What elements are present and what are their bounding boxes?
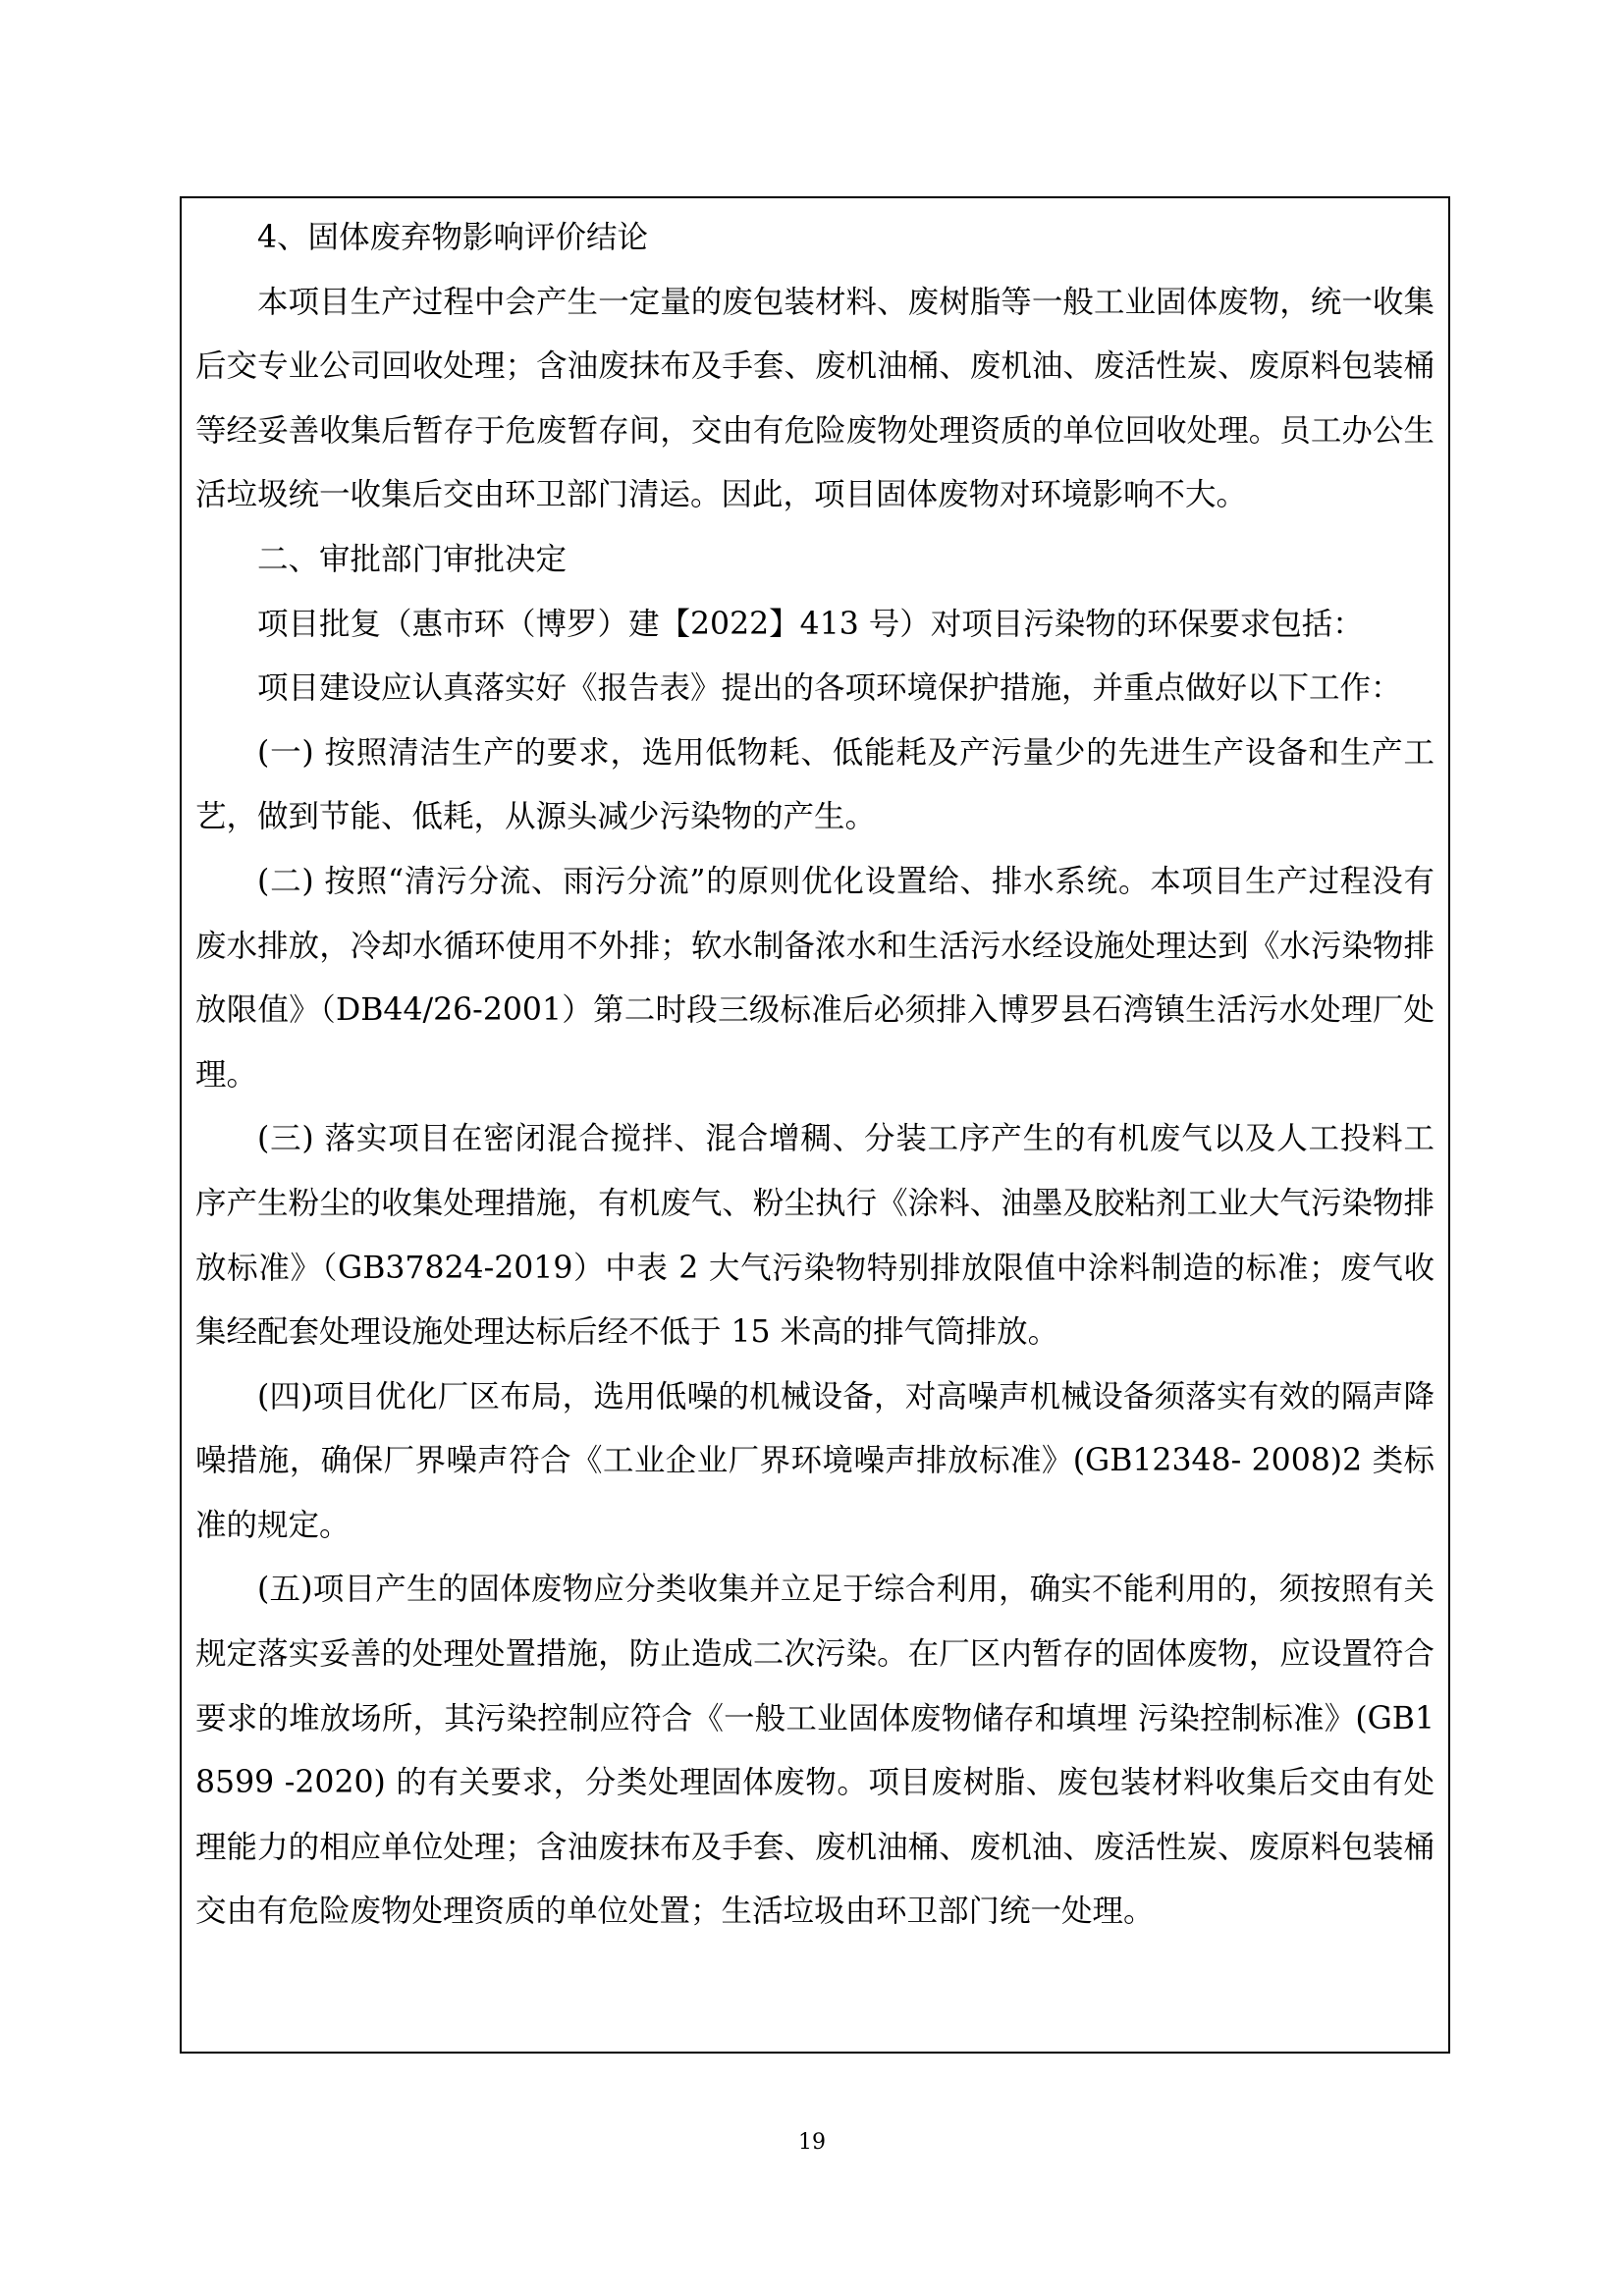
item-noise-control: (四)项目优化厂区布局，选用低噪的机械设备，对高噪声机械设备须落实有效的隔声降噪措施，确保厂界噪声符合《工业企业厂界环境噪声排放标准》(GB12348- 2008)2 类标准的规定。: [195, 1378, 1435, 1543]
paragraph-approval-reference: 项目批复（惠市环（博罗）建【2022】413 号）对项目污染物的环保要求包括：: [257, 606, 1364, 642]
heading-solid-waste-conclusion: 4、固体废弃物影响评价结论: [257, 220, 649, 255]
item-solid-waste-handling: (五)项目产生的固体废物应分类收集并立足于综合利用，确实不能利用的，须按照有关规定落实妥善的处理处置措施，防止造成二次污染。在厂区内暂存的固体废物，应设置符合要求的堆放场所，其污染控制应符合《一般工业固体废物储存和填埋 污染控制标准》(GB18599 -2020) 的有关要求，分类处理固体废物。项目废树脂、废包装材料收集后交由有处理能力的相应单位处理；含油废抹布及手套、废机油桶、废机油、废活性炭、废原料包装桶交由有危险废物处理资质的单位处置；生活垃圾由环卫部门统一处理。: [195, 1572, 1435, 1930]
page-number: 19: [798, 2130, 826, 2155]
item-clean-production: (一) 按照清洁生产的要求，选用低物耗、低能耗及产污量少的先进生产设备和生产工艺，做到节能、低耗，从源头减少污染物的产生。: [195, 734, 1435, 835]
item-exhaust-gas: (三) 落实项目在密闭混合搅拌、混合增稠、分装工序产生的有机废气以及人工投料工序产生粉尘的收集处理措施，有机废气、粉尘执行《涂料、油墨及胶粘剂工业大气污染物排放标准》（GB37824-2019）中表 2 大气污染物特别排放限值中涂料制造的标准；废气收集经配套处理设施处理达标后经不低于 15 米高的排气筒排放。: [195, 1121, 1435, 1351]
paragraph-solid-waste-summary: 本项目生产过程中会产生一定量的废包装材料、废树脂等一般工业固体废物，统一收集后交专业公司回收处理；含油废抹布及手套、废机油桶、废机油、废活性炭、废原料包装桶等经妥善收集后暂存于危废暂存间，交由有危险废物处理资质的单位回收处理。员工办公生活垃圾统一收集后交由环卫部门清运。因此，项目固体废物对环境影响不大。: [195, 284, 1435, 513]
item-water-drainage: (二) 按照“清污分流、雨污分流”的原则优化设置给、排水系统。本项目生产过程没有废水排放，冷却水循环使用不外排；软水制备浓水和生活污水经设施处理达到《水污染物排放限值》（DB44/26-2001）第二时段三级标准后必须排入博罗县石湾镇生活污水处理厂处理。: [195, 863, 1435, 1093]
heading-approval-decision: 二、审批部门审批决定: [257, 541, 568, 577]
paragraph-approval-intro: 项目建设应认真落实好《报告表》提出的各项环境保护措施，并重点做好以下工作：: [257, 670, 1402, 707]
content-frame: [180, 196, 1450, 2054]
